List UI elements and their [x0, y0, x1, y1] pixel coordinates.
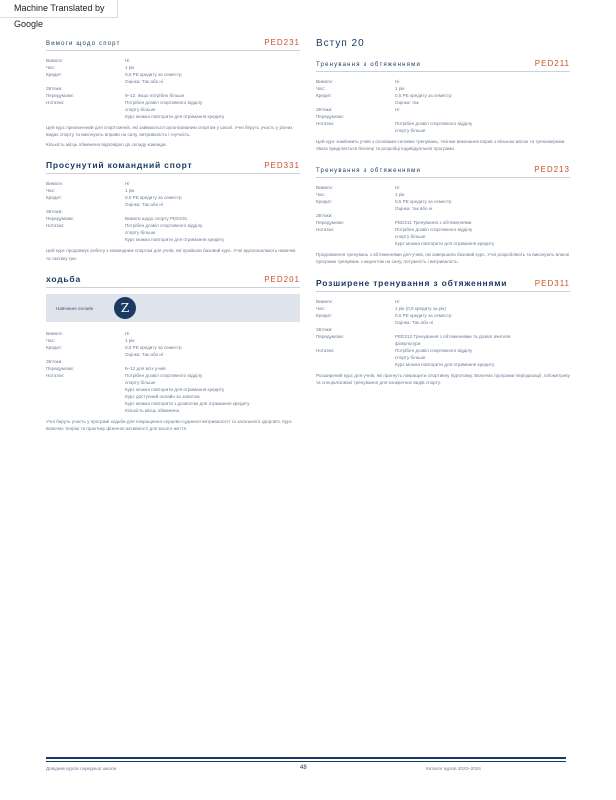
info-value-line: 0,5 РЕ кредиту за семестр [125, 195, 182, 201]
info-label: Час: [46, 65, 56, 70]
info-value [125, 194, 300, 208]
info-value-line: Потрібен дозвіл спортивного відділу [395, 226, 473, 232]
info-label: Кредит: [316, 93, 333, 98]
info-value-line: 1 рік [125, 338, 135, 344]
info-label: Передумови: [46, 366, 74, 372]
info-label: Кредит: [46, 345, 63, 351]
info-value-line: Оцінка: Так або ні [395, 319, 433, 325]
info-value [125, 57, 300, 64]
course-header [316, 165, 570, 178]
info-value-line: спорту більше [395, 128, 426, 133]
course-info-row [316, 333, 570, 347]
info-value [125, 64, 300, 71]
info-value-line: Курс можна повторити для отримання кредиту [125, 237, 225, 243]
info-value-line: Вимоги щодо спорту PED231 [125, 216, 188, 222]
right-column [316, 38, 570, 398]
info-value-line: Оцінка: так або ні [395, 205, 433, 211]
course-info-row [46, 57, 300, 64]
course-header [316, 59, 570, 72]
info-label: Передумови: [316, 333, 344, 339]
info-label: Кредит: [316, 312, 333, 318]
info-value-line: Курс можна повторити з дозволом для отримання кредиту [125, 401, 250, 407]
info-value-line: Потрібен дозвіл спортивного відділу [125, 223, 203, 229]
course-info-row [46, 92, 300, 99]
footer-right-text: Каталог курсів 2023–2024 [426, 766, 481, 771]
course-info-row [316, 106, 570, 113]
description-paragraph: Продовження тренувань з обтяженнями для учнів, які завершили базовий курс. Учні розробляють та виконують власні програми тренувань з акцентом на силу, потужність і витривалість. [316, 251, 570, 265]
info-value-line: Потрібен дозвіл спортивного відділу [125, 373, 203, 379]
info-value-line: Кількість місць обмежена [125, 408, 180, 414]
course-info-row [316, 347, 570, 368]
course-description [46, 418, 300, 433]
info-label: Кредит: [46, 195, 63, 201]
info-value [395, 85, 570, 92]
course-code: PED311 [534, 278, 570, 288]
info-value-line: фізкультури [395, 340, 421, 346]
info-label: Вимоги: [46, 58, 63, 63]
chapter-title: Вступ 20 [316, 38, 365, 49]
course-info-row [46, 215, 300, 222]
info-label: Вимоги: [46, 181, 63, 187]
info-value [125, 358, 300, 365]
course-info-row [46, 358, 300, 365]
info-value-line: Оцінка: Так або ні [125, 79, 163, 84]
course-info-row [316, 312, 570, 326]
course-info-row [316, 198, 570, 212]
course-description [316, 138, 570, 153]
course-info-row [46, 71, 300, 85]
course-code: PED201 [264, 275, 300, 285]
info-value [125, 215, 300, 222]
footer-left-text: Довідник курсів середньої школи [46, 766, 117, 771]
info-label: Нотатки: [316, 226, 335, 232]
course-info-row [46, 85, 300, 92]
info-value [125, 180, 300, 187]
info-label: Час: [316, 305, 326, 311]
info-value [125, 337, 300, 344]
info-value [125, 208, 300, 215]
course-info-row [46, 64, 300, 71]
course-title: Вимоги щодо спорт [46, 41, 121, 47]
info-label: Зв'язки: [316, 107, 333, 112]
info-value [125, 222, 300, 243]
left-column [46, 38, 300, 445]
info-value-line: Ні [395, 79, 400, 84]
footer-rule [46, 757, 566, 759]
info-value-line: Ні [395, 298, 400, 304]
course-block [46, 160, 300, 262]
course-info-row [46, 208, 300, 215]
course-info-row [316, 298, 570, 305]
course-info-row [46, 365, 300, 372]
info-value [395, 120, 570, 134]
info-value-line: Ні [395, 184, 400, 190]
info-value [395, 92, 570, 106]
course-info-row [316, 226, 570, 247]
info-label: Передумови: [316, 219, 344, 225]
info-value-line: спорту більше [125, 380, 156, 386]
course-info-row [316, 92, 570, 106]
course-info-row [316, 113, 570, 120]
description-paragraph: Цей курс знайомить учнів з основами силових тренувань, техніки виконання вправ з вільною вагою та тренажерами. Увага приділяється безпеці та розробці індивідуальної програми. [316, 139, 566, 152]
course-info-row [46, 344, 300, 358]
online-course-box [46, 294, 300, 322]
description-paragraph: Кількість місць обмежена відповідно до складу команди. [46, 141, 167, 147]
online-logo-icon: Z [114, 297, 136, 319]
info-value [395, 226, 570, 247]
info-value-line: 1 рік [125, 65, 135, 70]
info-value [125, 330, 300, 337]
info-value-line: 0,5 РЕ кредиту за семестр [395, 93, 452, 98]
course-title: Тренування з обтяженнями [316, 62, 422, 68]
info-label: Передумови: [46, 216, 74, 222]
course-info-row [316, 326, 570, 333]
course-description [316, 251, 570, 266]
info-value-line: Курс можна повторити для отримання кредиту [395, 361, 495, 367]
info-label: Передумови: [46, 93, 74, 98]
course-info-row [46, 222, 300, 243]
course-info-row [316, 184, 570, 191]
info-value [125, 365, 300, 372]
info-label: Час: [46, 188, 56, 194]
info-value-line: Курс доступний онлайн за запитом [125, 394, 200, 400]
course-info-row [316, 191, 570, 198]
info-value [125, 92, 300, 99]
online-label: Навчання онлайн [56, 305, 94, 311]
info-label: Кредит: [316, 198, 333, 204]
info-label: Вимоги: [316, 79, 333, 84]
info-label: Нотатки: [46, 373, 65, 379]
course-code: PED213 [534, 164, 570, 174]
info-value-line: 1 рік [395, 191, 405, 197]
info-value [125, 187, 300, 194]
info-value [395, 106, 570, 113]
info-value-line: 1 рік [395, 86, 405, 91]
info-value-line: PED213 Тренування з обтяженнями та дозвіл вчителя [395, 333, 511, 339]
course-header [316, 278, 570, 292]
course-info-row [316, 212, 570, 219]
info-label: Нотатки: [46, 223, 65, 229]
course-block [46, 38, 300, 148]
info-value-line: Курс можна повторити для отримання кредиту [125, 387, 225, 393]
info-value-line: Оцінка: Так або ні [125, 352, 163, 358]
info-value-line: 9–12 для всіх учнів [125, 366, 166, 372]
course-description [46, 124, 300, 148]
info-value-line: PED211 Тренування з обтяженнями [395, 219, 472, 225]
info-value [395, 191, 570, 198]
description-paragraph: Учні беруть участь у програмі ходьби для покращення серцево-судинної витривалості та загального здоров'я. Курс включає теорію та практику фізичної активності для всього життя. [46, 419, 292, 432]
info-value-line: 0,5 РЕ кредиту за семестр [125, 72, 182, 77]
info-value [395, 219, 570, 226]
info-value [395, 312, 570, 326]
info-value [395, 347, 570, 368]
course-title: Тренування з обтяженнями [316, 167, 422, 174]
description-paragraph: Цей курс продовжує роботу з командним спортом для учнів, які пройшли базовий курс. Учні вдосконалюють навички та тактику гри. [46, 248, 296, 261]
info-value [395, 198, 570, 212]
course-block [316, 59, 570, 153]
info-value-line: Оцінка: так [395, 100, 419, 105]
course-code: PED331 [264, 161, 300, 171]
info-value-line: спорту більше [125, 107, 156, 112]
info-value [395, 333, 570, 347]
info-label: Нотатки: [316, 121, 335, 126]
page-number: 48 [300, 765, 307, 771]
course-info-row [46, 187, 300, 194]
info-label: Час: [316, 191, 326, 197]
info-value [395, 212, 570, 219]
info-value-line: Оцінка: Так або ні [125, 202, 163, 208]
course-info-row [46, 99, 300, 120]
machine-translated-banner: Machine Translated by Google [0, 0, 118, 18]
course-info-row [316, 85, 570, 92]
footer-rule-thin [46, 761, 566, 762]
info-value-line: 0,5 РЕ кредиту за семестр [125, 345, 182, 351]
info-value [125, 71, 300, 85]
info-label: Вимоги: [316, 298, 333, 304]
info-value-line: Ні [125, 58, 130, 63]
info-value-line: Потрібен дозвіл спортивного відділу [125, 100, 203, 105]
info-value-line: 9–12, якщо потрібно більше [125, 93, 185, 98]
course-info-row [46, 180, 300, 187]
course-info-row [46, 337, 300, 344]
info-label: Вимоги: [316, 184, 333, 190]
course-info-row [316, 78, 570, 85]
info-label: Нотатки: [316, 347, 335, 353]
info-label: Час: [46, 338, 56, 344]
info-value [125, 99, 300, 120]
info-label: Вимоги: [46, 331, 63, 337]
course-info-row [316, 219, 570, 226]
course-header [46, 274, 300, 288]
info-label: Передумови: [316, 114, 344, 119]
info-value-line: Курс можна повторити для отримання кредиту [125, 114, 225, 119]
course-title: Просунутий командний спорт [46, 160, 193, 171]
course-info-row [46, 330, 300, 337]
info-label: Кредит: [46, 72, 63, 77]
info-value-line: 1 рік [125, 188, 135, 194]
info-value [125, 344, 300, 358]
info-value-line: Ні [395, 107, 400, 112]
course-block [46, 274, 300, 433]
course-block [316, 278, 570, 387]
course-info-row [46, 194, 300, 208]
info-value [395, 113, 570, 120]
info-value-line: Потрібен дозвіл спортивного відділу [395, 347, 473, 353]
course-header [46, 38, 300, 51]
info-value-line: 1 рік (0,5 кредиту за рік) [395, 305, 446, 311]
info-value-line: спорту більше [395, 354, 426, 360]
info-value-line: 0,5 РЕ кредиту за семестр [395, 312, 452, 318]
info-value-line: 0,5 РЕ кредиту за семестр [395, 198, 452, 204]
course-title: ходьба [46, 274, 81, 285]
info-label: Зв'язки: [316, 212, 333, 218]
info-value-line: спорту більше [395, 233, 426, 239]
info-label: Зв'язки: [46, 86, 63, 91]
course-info-row [46, 372, 300, 414]
course-header [46, 160, 300, 174]
info-value [125, 85, 300, 92]
info-value [125, 372, 300, 414]
info-label: Нотатки: [46, 100, 65, 105]
description-paragraph: Розширений курс для учнів, які прагнуть покращити спортивну підготовку. Включає програми періодизації, пліометрику та спеціалізовані тренування для конкретних видів спорту. [316, 372, 570, 386]
info-label: Час: [316, 86, 326, 91]
course-info-row [316, 120, 570, 134]
info-value-line: Ні [125, 181, 130, 187]
course-info-row [316, 305, 570, 312]
info-label: Зв'язки: [46, 209, 63, 215]
info-value-line: Ні [125, 331, 130, 337]
info-label: Зв'язки: [316, 326, 333, 332]
description-paragraph: Цей курс призначений для спортсменів, які займаються організованим спортом у школі. Учні беруть участь у різних видах спорту та виконують вправи на силу, витривалість і гнучкість. [46, 125, 293, 138]
info-value-line: Курс можна повторити для отримання кредиту [395, 240, 495, 246]
info-value-line: Потрібен дозвіл спортивного відділу [395, 121, 473, 126]
info-value [395, 298, 570, 305]
course-description [46, 247, 300, 262]
info-value [395, 326, 570, 333]
course-code: PED211 [534, 59, 570, 68]
info-value [395, 78, 570, 85]
course-description [316, 372, 570, 387]
course-block [316, 165, 570, 266]
info-value [395, 305, 570, 312]
info-value-line: спорту більше [125, 230, 156, 236]
course-title: Розширене тренування з обтяженнями [316, 277, 508, 288]
info-label: Зв'язки: [46, 359, 63, 365]
course-code: PED231 [264, 38, 300, 47]
info-value [395, 184, 570, 191]
